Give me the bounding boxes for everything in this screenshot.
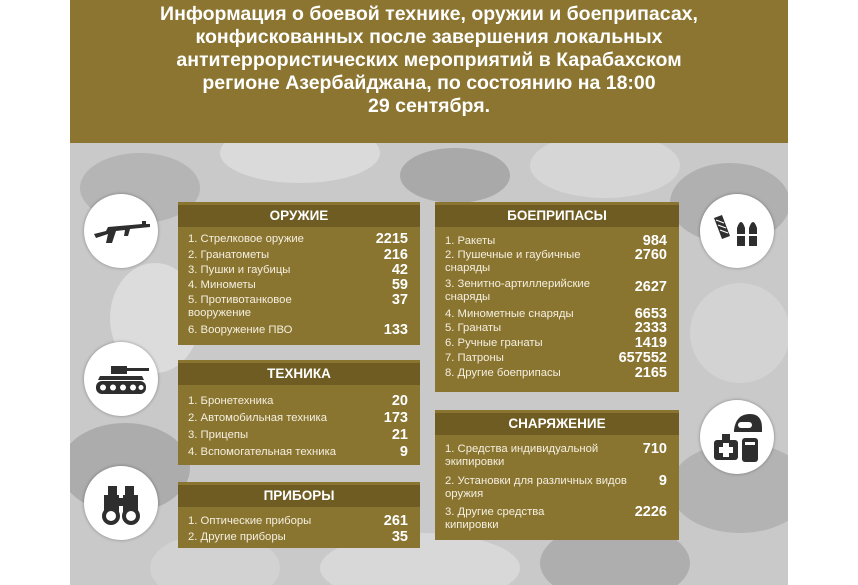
vehicles-panel (178, 360, 420, 465)
item-value: 20 (391, 393, 408, 409)
item-value: 1419 (634, 335, 667, 351)
list-item (435, 475, 679, 503)
tank-icon (84, 342, 158, 416)
weapons-title: ОРУЖИЕ (269, 208, 329, 223)
list-item (435, 337, 679, 351)
rifle-icon (84, 194, 158, 268)
item-label: 6. Вооружение ПВО (188, 324, 293, 336)
item-label: 1. Стрелковое оружие (188, 233, 304, 245)
item-label: 1. Бронетехника (188, 395, 274, 407)
item-value: 2165 (634, 365, 667, 381)
item-label: 2. Другие приборы (188, 531, 286, 543)
item-label: 6. Ручные гранаты (445, 337, 543, 349)
item-label: 8. Другие боеприпасы (445, 367, 561, 379)
item-label: 5. Гранаты (445, 322, 502, 334)
item-label: 1. Средства индивидуальной экипировки (445, 443, 599, 468)
item-label: 1. Оптические приборы (188, 515, 312, 527)
item-value: 657552 (618, 350, 667, 366)
item-value: 21 (391, 427, 408, 443)
title-line: конфискованных после завершения локальных (195, 26, 663, 48)
ammo-panel (435, 202, 679, 392)
list-item (178, 264, 420, 278)
list-item (435, 322, 679, 336)
header-banner (70, 0, 788, 143)
title-line: 29 сентября. (368, 95, 490, 117)
item-label: 2. Установки для различных видов оружия (445, 475, 627, 500)
right-margin (788, 0, 858, 585)
item-value: 216 (383, 247, 408, 263)
item-label: 5. Противотанковое вооружение (188, 294, 292, 319)
title-line: Информация о боевой технике, оружии и боеприпасах, (160, 3, 698, 25)
list-item (178, 515, 420, 529)
list-item (178, 395, 420, 409)
item-value: 2226 (634, 504, 667, 520)
vehicles-title: ТЕХНИКА (267, 366, 331, 381)
devices-title: ПРИБОРЫ (263, 488, 335, 503)
list-item (435, 506, 679, 534)
item-value: 9 (399, 444, 408, 460)
list-item (178, 446, 420, 460)
item-label: 4. Минометные снаряды (445, 308, 574, 320)
item-value: 42 (391, 262, 408, 278)
item-label: 3. Пушки и гаубицы (188, 264, 291, 276)
list-item (178, 531, 420, 545)
weapons-panel (178, 202, 420, 345)
item-label: 4. Минометы (188, 279, 256, 291)
item-label: 3. Зенитно-артиллерийские снаряды (445, 278, 591, 303)
list-item (178, 249, 420, 263)
list-item (178, 279, 420, 293)
item-value: 2627 (634, 279, 667, 295)
item-value: 6653 (634, 306, 667, 322)
item-value: 2215 (375, 231, 408, 247)
item-label: 4. Вспомогательная техника (188, 446, 337, 458)
item-label: 3. Другие средства кипировки (445, 506, 545, 531)
item-value: 261 (383, 513, 408, 529)
list-item (435, 249, 679, 277)
item-value: 984 (642, 233, 667, 249)
item-value: 710 (642, 441, 667, 457)
item-value: 2760 (634, 247, 667, 263)
list-item (178, 233, 420, 247)
ammo-title: БОЕПРИПАСЫ (507, 208, 607, 223)
list-item (435, 367, 679, 381)
item-label: 3. Прицепы (188, 429, 249, 441)
binoculars-icon (84, 466, 158, 540)
item-value: 173 (383, 410, 408, 426)
item-value: 9 (658, 473, 667, 489)
list-item (435, 352, 679, 366)
ammunition-icon (700, 194, 774, 268)
item-label: 2. Автомобильная техника (188, 412, 328, 424)
list-item (178, 429, 420, 443)
left-margin (0, 0, 70, 585)
gear-title: СНАРЯЖЕНИЕ (508, 416, 606, 431)
item-value: 35 (391, 529, 408, 545)
list-item (178, 294, 420, 322)
item-value: 2333 (634, 320, 667, 336)
list-item (178, 324, 420, 338)
item-label: 7. Патроны (445, 352, 504, 364)
item-label: 1. Ракеты (445, 235, 496, 247)
item-value: 59 (391, 277, 408, 293)
title-line: регионе Азербайджана, по состоянию на 18:00 (202, 72, 656, 94)
list-item (435, 443, 679, 471)
equipment-icon (700, 400, 774, 474)
item-value: 37 (391, 292, 408, 308)
item-label: 2. Гранатометы (188, 249, 270, 261)
list-item (435, 278, 679, 306)
list-item (178, 412, 420, 426)
item-label: 2. Пушечные и гаубичные снаряды (445, 249, 581, 274)
gear-panel (435, 410, 679, 540)
title-line: антитеррористических мероприятий в Карабахском (176, 49, 682, 71)
item-value: 133 (383, 322, 408, 338)
devices-panel (178, 482, 420, 548)
